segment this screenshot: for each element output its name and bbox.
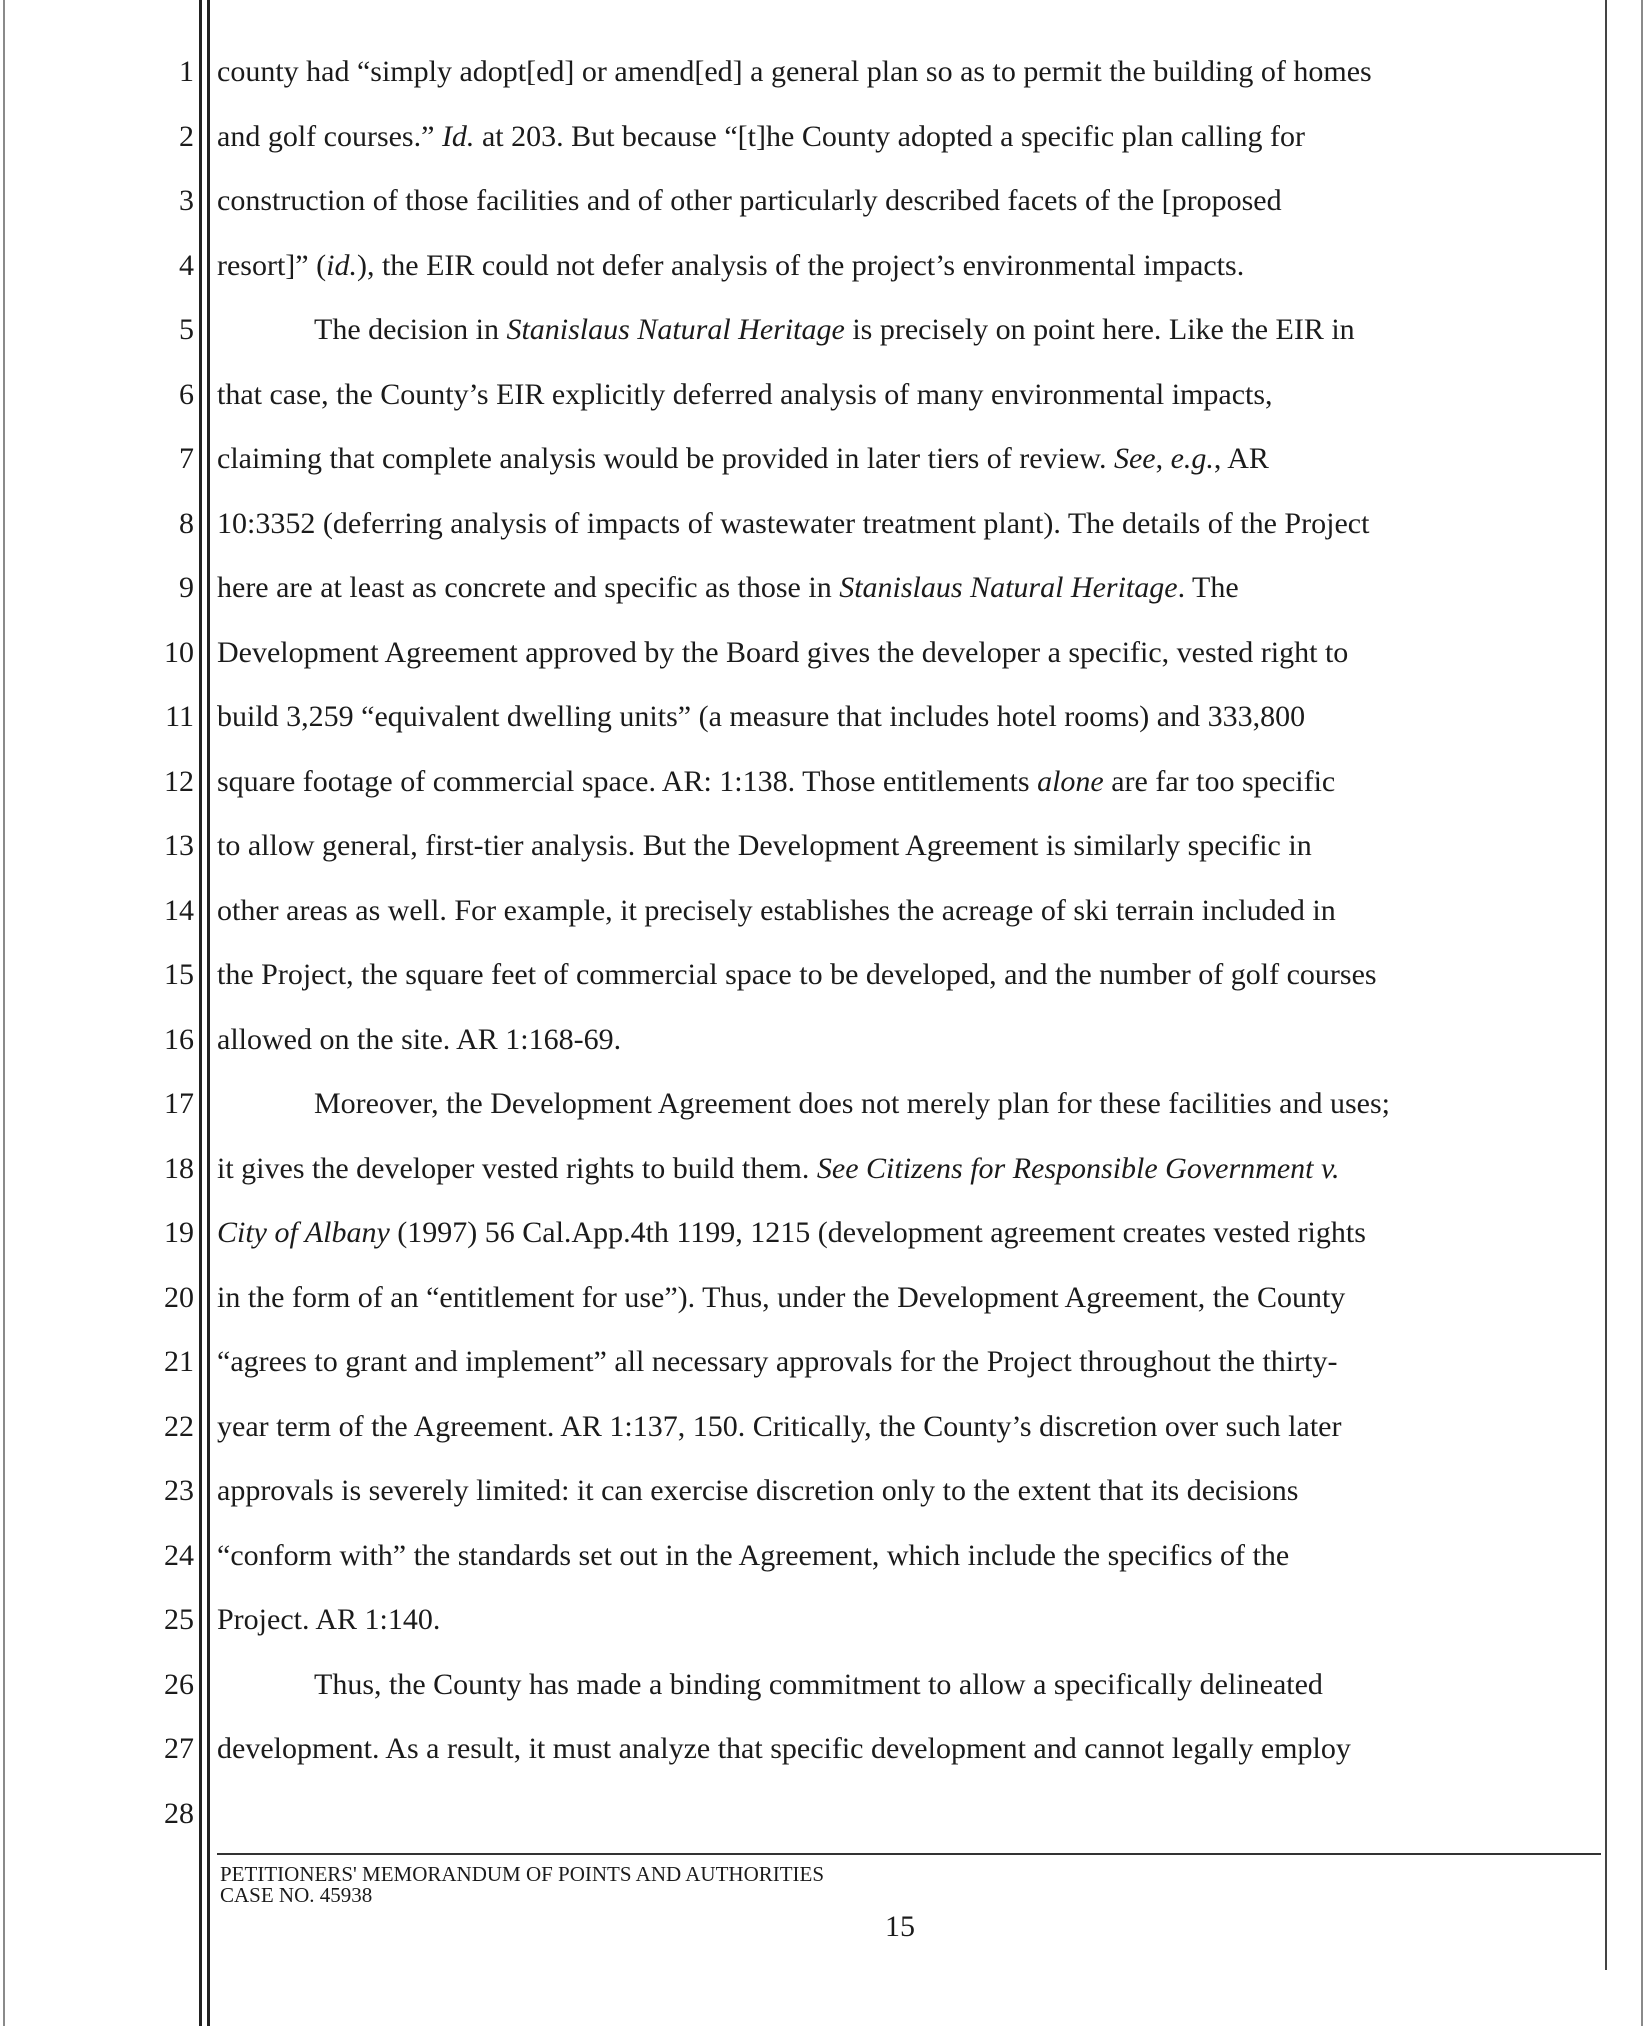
- text-segment: county had “simply adopt[ed] or amend[ed] a general plan so as to permit the building of homes: [217, 55, 1372, 88]
- text-segment: approvals is severely limited: it can exercise discretion only to the extent that its decisions: [217, 1474, 1299, 1507]
- text-segment: construction of those facilities and of other particularly described facets of the [proposed: [217, 184, 1282, 217]
- line-number: 16: [164, 1022, 194, 1056]
- text-segment: “agrees to grant and implement” all necessary approvals for the Project throughout the thirty-: [217, 1345, 1338, 1378]
- text-segment: at 203. But because “[t]he County adopted a specific plan calling for: [474, 119, 1305, 153]
- text-segment: Project. AR 1:140.: [217, 1603, 441, 1636]
- text-line: [217, 1072, 1390, 1137]
- text-segment: in the form of an “entitlement for use”). Thus, under the Development Agreement, the County: [217, 1280, 1346, 1314]
- text-segment: and golf courses.”: [217, 119, 442, 153]
- line-number: 18: [164, 1151, 194, 1185]
- text-segment: square footage of commercial space. AR: 1:138. Those entitlements: [217, 764, 1038, 798]
- text-segment: build 3,259 “equivalent dwelling units” (a measure that includes hotel rooms) and 333,800: [217, 700, 1306, 733]
- line-number: 4: [179, 248, 194, 282]
- line-number: 1: [179, 55, 194, 88]
- text-segment: are far too specific: [1103, 764, 1336, 798]
- line-number: 8: [179, 506, 194, 540]
- text-line: [217, 492, 1369, 557]
- text-segment: year term of the Agreement. AR 1:137, 150. Critically, the County’s discretion over such later: [217, 1409, 1342, 1443]
- italic-citation: City of Albany: [217, 1216, 390, 1249]
- line-number: 3: [179, 184, 194, 217]
- text-line: [217, 105, 1305, 170]
- page-number: 15: [885, 1910, 915, 1943]
- text-line: [217, 879, 1336, 944]
- text-line: [217, 169, 1282, 234]
- italic-citation: id.: [326, 248, 357, 282]
- footer-title: PETITIONERS' MEMORANDUM OF POINTS AND AUTHORITIES: [220, 1862, 825, 1886]
- text-line: [217, 1524, 1289, 1589]
- text-line: [217, 1588, 440, 1653]
- line-number: 10: [164, 635, 194, 669]
- page-left-edge: [3, 0, 5, 2026]
- text-line: [217, 1201, 1366, 1266]
- line-number: 28: [164, 1796, 194, 1830]
- margin-rule-inner: [207, 0, 210, 2026]
- text-segment: , AR: [1213, 442, 1269, 475]
- text-segment: other areas as well. For example, it precisely establishes the acreage of ski terrain included in: [217, 893, 1336, 927]
- line-number: 24: [164, 1538, 194, 1572]
- italic-citation: See: [1113, 442, 1156, 475]
- text-segment: “conform with” the standards set out in the Agreement, which include the specifics of the: [217, 1538, 1290, 1572]
- text-line: [217, 1330, 1337, 1395]
- line-number: 26: [164, 1667, 194, 1701]
- line-number: 20: [164, 1280, 194, 1314]
- text-line: [217, 40, 1372, 105]
- text-segment: ,: [1155, 442, 1171, 475]
- text-segment: to allow general, first-tier analysis. But the Development Agreement is similarly specific in: [217, 829, 1312, 862]
- text-segment: development. As a result, it must analyze that specific development and cannot legally employ: [217, 1732, 1351, 1765]
- text-line: [217, 814, 1312, 879]
- text-segment: Thus, the County has made a binding commitment to allow a specifically delineated: [314, 1667, 1323, 1701]
- text-line: [217, 1137, 1340, 1202]
- text-line: [217, 427, 1269, 492]
- line-number: 23: [164, 1474, 194, 1507]
- page-right-edge: [1641, 0, 1643, 2026]
- text-segment: the Project, the square feet of commercial space to be developed, and the number of golf courses: [217, 958, 1377, 991]
- text-segment: is precisely on point here. Like the EIR in: [844, 313, 1355, 346]
- italic-citation: Stanislaus Natural Heritage: [839, 571, 1178, 604]
- text-line: [217, 1459, 1298, 1524]
- text-line: [217, 621, 1348, 686]
- text-line: [217, 234, 1244, 299]
- text-line: [217, 943, 1377, 1008]
- line-number: 13: [164, 829, 194, 862]
- text-line: [217, 1266, 1345, 1331]
- text-line: [217, 750, 1335, 815]
- text-line: [217, 685, 1305, 750]
- text-line: [217, 1008, 621, 1073]
- line-number: 17: [164, 1087, 194, 1120]
- line-number: 7: [179, 442, 194, 475]
- italic-citation: See Citizens for Responsible Government v.: [816, 1151, 1340, 1185]
- text-segment: that case, the County’s EIR explicitly deferred analysis of many environmental impacts,: [217, 377, 1273, 411]
- line-number: 22: [164, 1409, 194, 1443]
- text-segment: Development Agreement approved by the Board gives the developer a specific, vested right to: [217, 635, 1349, 669]
- text-segment: here are at least as concrete and specific as those in: [217, 571, 840, 604]
- right-margin-rule: [1605, 0, 1607, 1970]
- italic-citation: e.g.: [1170, 442, 1214, 475]
- text-line: [217, 556, 1239, 621]
- text-line: [217, 298, 1355, 363]
- text-segment: it gives the developer vested rights to build them.: [217, 1151, 817, 1185]
- text-segment: . The: [1177, 571, 1239, 604]
- footer-case-number: CASE NO. 45938: [220, 1883, 373, 1907]
- line-number: 5: [179, 313, 194, 346]
- italic-citation: alone: [1037, 764, 1104, 798]
- line-number: 2: [179, 119, 194, 153]
- line-number: 19: [164, 1216, 194, 1249]
- text-segment: ), the EIR could not defer analysis of the project’s environmental impacts.: [356, 248, 1245, 282]
- text-line: [217, 1653, 1323, 1718]
- line-number: 6: [179, 377, 194, 411]
- line-number: 9: [179, 571, 194, 604]
- line-number: 15: [164, 958, 194, 991]
- text-segment: The decision in: [314, 313, 507, 346]
- line-number: 14: [164, 893, 194, 927]
- text-segment: 10:3352 (deferring analysis of impacts of wastewater treatment plant). The details of the Project: [217, 506, 1370, 540]
- italic-citation: Stanislaus Natural Heritage: [506, 313, 845, 346]
- text-segment: resort]” (: [217, 248, 327, 282]
- text-segment: (1997) 56 Cal.App.4th 1199, 1215 (development agreement creates vested rights: [389, 1216, 1366, 1249]
- line-number: 11: [165, 700, 194, 733]
- margin-rule-outer: [199, 0, 202, 2026]
- text-segment: allowed on the site. AR 1:168-69.: [217, 1022, 622, 1056]
- line-number: 21: [164, 1345, 194, 1378]
- text-line: [217, 363, 1273, 428]
- text-line: [217, 1395, 1341, 1460]
- footer-rule: [217, 1853, 1601, 1855]
- text-line: [217, 1717, 1351, 1782]
- text-segment: claiming that complete analysis would be provided in later tiers of review.: [217, 442, 1114, 475]
- italic-citation: Id.: [441, 119, 475, 153]
- line-number: 27: [164, 1732, 194, 1765]
- line-number: 12: [164, 764, 194, 798]
- line-number: 25: [164, 1603, 194, 1636]
- text-segment: Moreover, the Development Agreement does not merely plan for these facilities and uses;: [314, 1087, 1390, 1120]
